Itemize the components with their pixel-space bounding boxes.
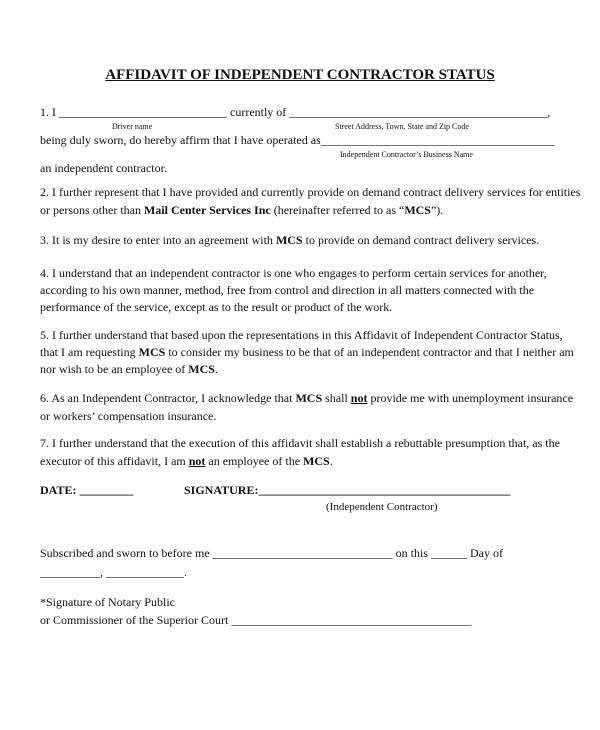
paragraph-7-line (40, 435, 560, 451)
text-segment: ”). (430, 203, 444, 217)
emphasized-text: MCS (138, 345, 166, 359)
paragraph-6-line (40, 390, 573, 406)
text-segment: 3. It is my desire to enter into an agreement with (40, 233, 276, 247)
independent-contractor-label: (Independent Contractor) (326, 501, 438, 513)
business-line (40, 132, 555, 148)
text-segment: 4. I understand that an independent contractor is one who engages to perform certain services for another, (40, 266, 547, 280)
text-segment: __________, _____________. (40, 565, 187, 579)
paragraph-4-line (40, 282, 534, 298)
notary-date-line (40, 564, 187, 580)
emphasized-text: Mail Center Services Inc (143, 203, 271, 217)
text-segment: 1. I ____________________________ currently of ___________________________________________, (40, 105, 551, 119)
paragraph-1-end (40, 160, 167, 176)
notary-sworn-line (40, 545, 503, 561)
text-segment: or Commissioner of the Superior Court ________________________________________ (40, 613, 472, 627)
text-segment: an independent contractor. (40, 161, 167, 175)
text-segment: nor wish to be an employee of (40, 362, 189, 376)
driver-line (40, 104, 550, 120)
driver-name-label: Driver name (112, 122, 153, 131)
emphasized-text: SIGNATURE:__________________________________________ (184, 483, 511, 497)
emphasized-text: DATE: _________ (40, 483, 134, 497)
text-segment: to consider my business to be that of an independent contractor and that I neither am (165, 345, 574, 359)
paragraph-5-line (40, 327, 563, 343)
paragraph-2-line (40, 202, 443, 218)
emphasized-text: MCS (188, 362, 215, 376)
emphasized-text: MCS (303, 454, 330, 468)
date-field[interactable] (40, 482, 133, 498)
address-label: Street Address, Town, State and Zip Code (335, 122, 469, 131)
text-segment: performance of the service, except as to the result or product of the work. (40, 300, 393, 314)
paragraph-4-line (40, 265, 547, 281)
text-segment: provide me with unemployment insurance (367, 391, 574, 405)
text-segment: an employee of the (205, 454, 304, 468)
paragraph-2-line (40, 184, 580, 200)
text-segment: 5. I further understand that based upon the representations in this Affidavit of Independent Contractor Status, (40, 328, 563, 342)
text-segment: . (214, 362, 218, 376)
paragraph-4-line (40, 299, 392, 315)
text-segment: shall (322, 391, 351, 405)
text-segment: or persons other than (40, 203, 144, 217)
emphasized-text: MCS (275, 233, 303, 247)
notary-signature-label (40, 594, 175, 610)
emphasized-text: not (188, 454, 206, 468)
text-segment: Subscribed and sworn to before me ______________________________ on this ______ Day of (40, 546, 503, 560)
text-segment: 6. As an Independent Contractor, I acknowledge that (40, 391, 296, 405)
signature-field[interactable] (184, 482, 510, 498)
business-name-label: Independent Contractor’s Business Name (340, 150, 473, 159)
text-segment: 2. I further represent that I have provided and currently provide on demand contract delivery services for entities (40, 185, 581, 199)
text-segment: that I am requesting (40, 345, 139, 359)
text-segment: 7. I further understand that the execution of this affidavit shall establish a rebuttable presumption that, as the (40, 436, 560, 450)
document-title: AFFIDAVIT OF INDEPENDENT CONTRACTOR STATUS (105, 67, 495, 83)
paragraph-6-line (40, 408, 216, 424)
text-segment: to provide on demand contract delivery services. (302, 233, 540, 247)
text-segment: according to his own manner, method, free from control and direction in all matters connected with the (40, 283, 535, 297)
text-segment: *Signature of Notary Public (40, 595, 175, 609)
text-segment: (hereinafter referred to as “ (270, 203, 405, 217)
paragraph-5-line (40, 344, 574, 360)
notary-commissioner-line (40, 612, 471, 628)
emphasized-text: MCS (404, 203, 431, 217)
paragraph-7-line (40, 453, 333, 469)
text-segment: being duly sworn, do hereby affirm that I have operated as_______________________________________ (40, 133, 555, 147)
text-segment: executor of this affidavit, I am (40, 454, 189, 468)
paragraph-3-line (40, 232, 539, 248)
text-segment: or workers’ compensation insurance. (40, 409, 217, 423)
paragraph-5-line (40, 361, 218, 377)
emphasized-text: not (350, 391, 368, 405)
text-segment: . (329, 454, 333, 468)
emphasized-text: MCS (295, 391, 323, 405)
